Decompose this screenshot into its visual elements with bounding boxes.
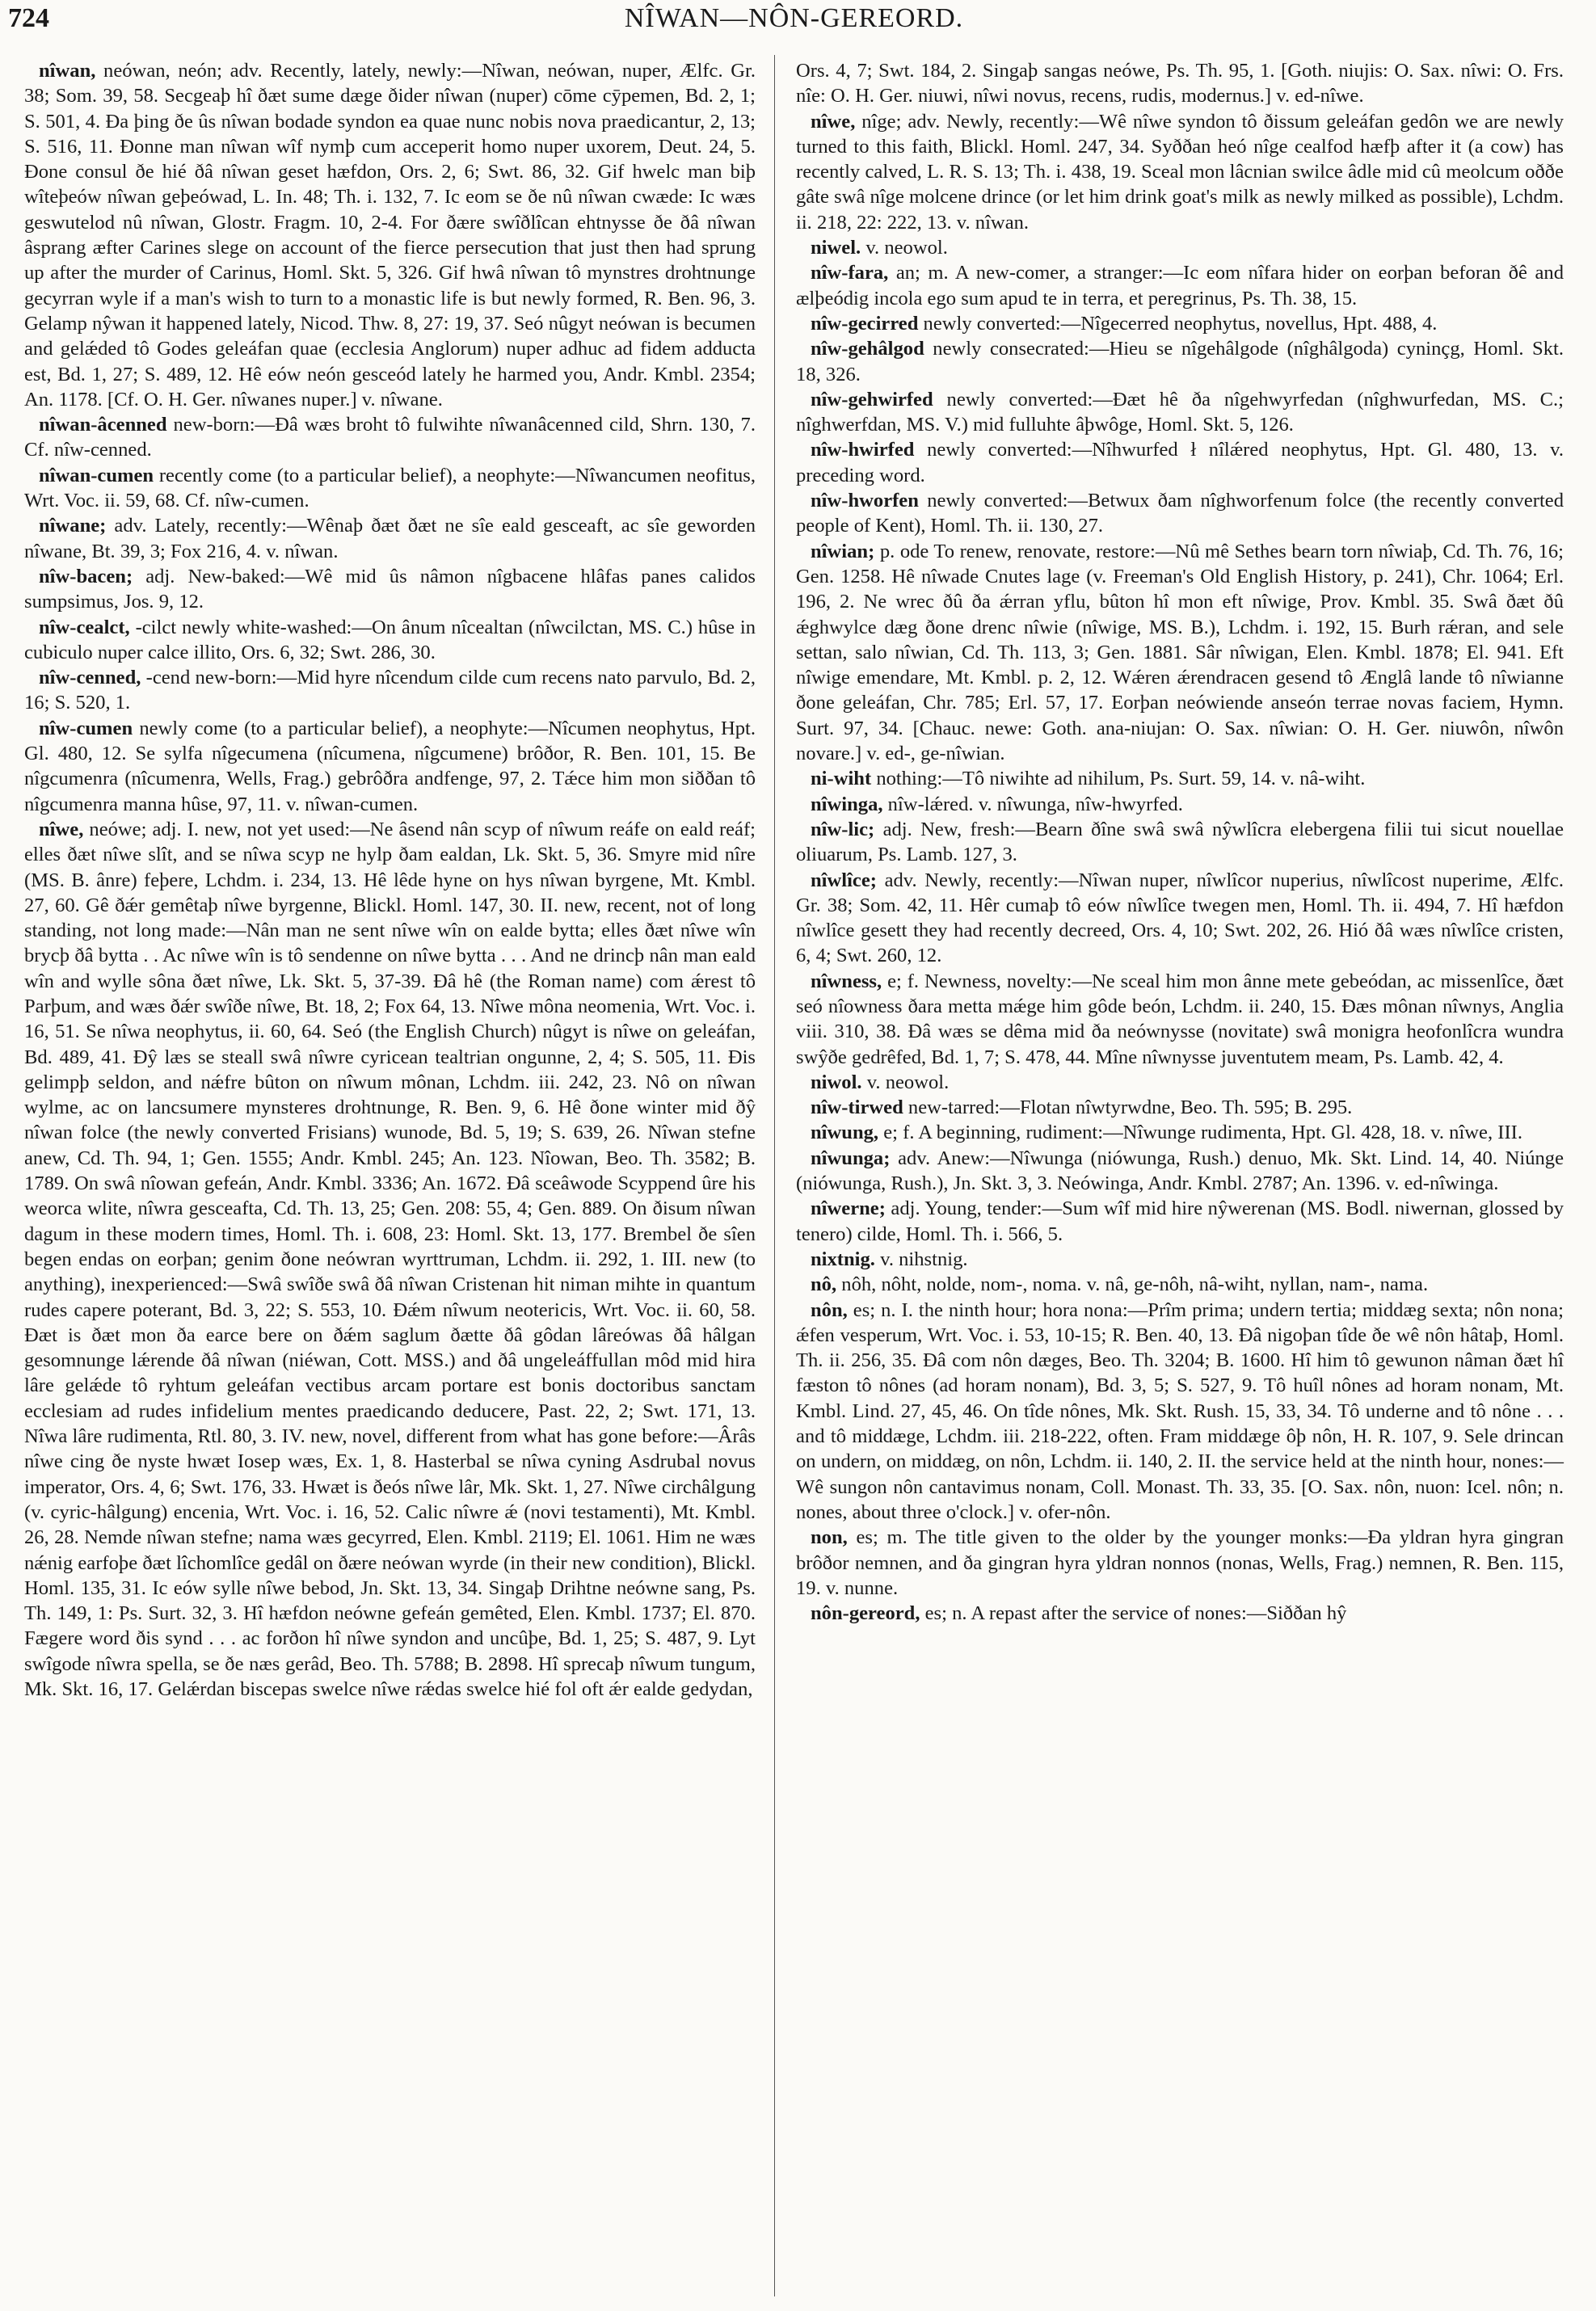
entry-definition: -cilct newly white-washed:—On ânum nîcealtan (nîwcilctan, MS. C.) hûse in cubiculo nuper calce illito, Ors. 6, 32; Swt. 286, 30. <box>24 616 756 663</box>
dictionary-entry <box>24 817 756 1702</box>
entry-definition: Ors. 4, 7; Swt. 184, 2. Singaþ sangas neówe, Ps. Th. 95, 1. [Goth. niujis: O. Sax. nîwi: O. Frs. nîe: O. H. Ger. niuwi, nîwi novus, recens, rudis, modernus.] v. ed-nîwe. <box>796 60 1564 107</box>
entry-definition: newly converted:—Betwux ðam nîghworfenum folce (the recently converted people of Kent), Homl. Th. ii. 130, 27. <box>796 490 1564 537</box>
dictionary-entry <box>24 716 756 817</box>
dictionary-entry <box>24 412 756 463</box>
entry-definition: new-born:—Ðâ wæs broht tô fulwihte nîwanâcenned cild, Shrn. 130, 7. Cf. nîw-cenned. <box>24 414 756 461</box>
entry-headword: nô, <box>811 1273 837 1296</box>
dictionary-entry <box>796 1120 1564 1145</box>
entry-headword: nîwinga, <box>811 793 883 815</box>
dictionary-entry <box>796 817 1564 868</box>
entry-headword: nîwian; <box>811 540 875 562</box>
running-title: NÎWAN—NÔN-GEREORD. <box>624 3 964 33</box>
entry-definition: e; f. A beginning, rudiment:—Nîwunge rudimenta, Hpt. Gl. 428, 18. v. nîwe, III. <box>878 1122 1522 1144</box>
entry-headword: nîw-lic; <box>811 818 875 840</box>
left-column <box>24 58 756 1702</box>
entry-definition: p. ode To renew, renovate, restore:—Nû mê Sethes bearn torn nîwiaþ, Cd. Th. 76, 16; Gen. 1258. Hê nîwade Cnutes lage (v. Freeman's Old English History, p. 241), Chr. 1064; Erl. 196, 2. Ne wrec ðû ða ǽrran yflu, bûton hî mon eft nîwige, Prov. Kmbl. 35. Swâ ðæt ðû ǽghwylce dæg ðone drenc nîwie (nîwige, MS. B.), Lchdm. i. 192, 15. Burh rǽran, and sele settan, salo nîwian, Cd. Th. 113, 3; Gen. 1881. Sâr nîwigan, Elen. Kmbl. 1878; El. 941. Eft nîwige emendare, Mt. Kmbl. p. 2, 12. Wǽren ǽrendracen gesend tô Ænglâ lande tô nîwianne ðone geleáfan, Chr. 785; Erl. 57, 17. Eorþan neówiende anseón terrae novas faciem, Hymn. Surt. 97, 34. [Chauc. newe: Goth. ana-niujan: O. Sax. nîwian: O. H. Ger. niuwôn, nîwôn novare.] v. ed-, ge-nîwian. <box>796 540 1564 765</box>
entry-definition: adj. New, fresh:—Bearn ðîne swâ swâ nŷwlîcra elebergena filii tui sicut nouellae oliuarum, Ps. Lamb. 127, 3. <box>796 818 1564 866</box>
entry-definition: nîw-lǽred. v. nîwunga, nîw-hwyrfed. <box>882 793 1183 815</box>
dictionary-entry <box>796 539 1564 767</box>
entry-definition: es; m. The title given to the older by the younger monks:—Ða yldran hyra gingran brôðor nemnen, and ða gingran hyra yldran nonnos (nonas, Wells, Frag.) nemnen, R. Ben. 115, 19. v. nunne. <box>796 1526 1564 1599</box>
entry-headword: nîwe, <box>811 110 856 133</box>
entry-definition: newly consecrated:—Hieu se nîgehâlgode (nîghâlgoda) cyninçg, Homl. Skt. 18, 326. <box>796 338 1564 385</box>
entry-headword: nîw-tirwed <box>811 1097 903 1119</box>
entry-headword: nîwung, <box>811 1122 879 1144</box>
entry-definition: nothing:—Tô niwihte ad nihilum, Ps. Surt. 59, 14. v. nâ-wiht. <box>871 768 1366 790</box>
dictionary-entry <box>796 488 1564 539</box>
dictionary-entry <box>24 615 756 666</box>
entry-headword: nîw-bacen; <box>39 565 133 587</box>
entry-definition: adj. New-baked:—Wê mid ûs nâmon nîgbacene hlâfas panes calidos sumpsimus, Jos. 9, 12. <box>24 565 756 613</box>
entry-definition: adv. Newly, recently:—Nîwan nuper, nîwlîcor nuperius, nîwlîcost nuperime, Ælfc. Gr. 38; Som. 42, 11. Hêr cumaþ tô eów nîwlîce twegen men, Homl. Th. ii. 494, 7. Hî hæfdon nîwlîce gesett they had recently decreed, Ors. 4, 10; Swt. 202, 26. Hió ðâ wæs nîwlîce cristen, 6, 4; Swt. 260, 12. <box>796 869 1564 967</box>
entry-definition: -cend new-born:—Mid hyre nîcendum cilde cum recens nato parvulo, Bd. 2, 16; S. 520, 1. <box>24 667 756 714</box>
entry-definition: neówe; adj. I. new, not yet used:—Ne âsend nân scyp of nîwum reáfe on eald reáf; elles ðæt nîwe slît, and se nîwa scyp ne hylp ðam ealdan, Lk. Skt. 5, 36. Smyre mid nîre (MS. B. ânre) feþere, Lchdm. i. 234, 13. Hê lêde hyne on hys nîwan byrgene, Mt. Kmbl. 27, 60. Gê ðǽr gemêtaþ nîwe byrgenne, Blickl. Homl. 147, 30. II. new, recent, not of long standing, not long made:—Nân man ne sent nîwe wîn on ealde bytta; elles ðæt nîwe wîn brycþ ðâ bytta . . Ac nîwe wîn is tô sendenne on nîwe bytta . . . And ne drincþ nân man eald wîn and wylle sôna ðæt nîwe, Lk. Skt. 5, 37-39. Ðâ hê (the Roman name) com ǽrest tô Parþum, and wæs ðǽr swîðe nîwe, Bt. 18, 2; Fox 64, 13. Nîwe môna neomenia, Wrt. Voc. i. 16, 51. Se nîwa neophytus, ii. 60, 64. Seó (the English Church) nûgyt is nîwe on geleáfan, Bd. 489, 41. Ðŷ læs se steall swâ nîwre cyricean tealtrian ongunne, 2, 4; S. 505, 11. Ðis gelimpþ seldon, and nǽfre bûton on nîwum mônan, Lchdm. iii. 242, 23. Nô on nîwan wylme, ac on lancsumere mynsteres drohtnunge, R. Ben. 9, 6. Hê ðone winter mid ðŷ nîwan folce (the newly converted Frisians) wunode, Bd. 5, 19; S. 639, 26. Nîwan stefne anew, Cd. Th. 94, 1; Gen. 1555; Andr. Kmbl. 245; An. 123. Nîowan, Beo. Th. 3582; B. 1789. On swâ nîowan gefeán, Andr. Kmbl. 3336; An. 1672. Ðâ sceâwode Scyppend ûre his weorca wlite, nîwra gesceafta, Cd. Th. 13, 25; Gen. 208: 55, 4; Gen. 889. On ðisum nîwan dagum in these modern times, Homl. Th. i. 608, 23: Homl. Skt. 13, 177. Brembel ðe sîen begen endas on eorþan; genim ðone neówran wyrttruman, Lchdm. ii. 292, 1. III. new (to anything), inexperienced:—Swâ swîðe swâ ðâ nîwan Cristenan hit niman mihte in quantum rudes capere poterant, Bd. 3, 22; S. 553, 10. Ðǽm nîwum neotericis, Wrt. Voc. ii. 60, 58. Ðæt is ðæt mon ða earce bere on ðǽm saglum ðætte ðâ gôdan lâreówas ðâ hâlgan gesomnunge lǽrende ðâ nîwan (niéwan, Cott. MSS.) and ðâ ungeleáffullan môd mid hira lâre gelǽde tô ryhtum geleáfan vectibus arcam portare est bonis doctoribus sanctam ecclesiam ad rudes infidelium mentes praedicando deducere, Past. 22, 2; Swt. 171, 13. Nîwa lâre rudimenta, Rtl. 80, 3. IV. new, novel, different from what has gone before:—Ârâs nîwe cing ðe nyste hwæt Iosep wæs, Ex. 1, 8. Hasterbal se nîwa cyning Asdrubal novus imperator, Ors. 4, 6; Swt. 176, 33. Hwæt is ðeós nîwe lâr, Mk. Skt. 1, 27. Nîwe circhâlgung (v. cyric-hâlgung) encenia, Wrt. Voc. i. 16, 52. Calic nîwre ǽ (novi testamenti), Mt. Kmbl. 26, 28. Nemde nîwan stefne; nama wæs gecyrred, Elen. Kmbl. 2119; El. 1061. Him ne wæs nǽnig earfoþe ðæt lîchomlîce gedâl on ðære neówan wyrde (in their new condition), Blickl. Homl. 135, 31. Ic eów sylle nîwe bebod, Jn. Skt. 13, 34. Singaþ Drihtne neówne sang, Ps. Th. 149, 1: Ps. Surt. 32, 3. Hî hæfdon neówne gefeán gemêted, Elen. Kmbl. 1737; El. 870. Fægere word ðis synd . . . ac forðon hî nîwe syndon and uncûþe, Bd. 1, 25; S. 487, 9. Lyt swîgode nîwra spella, se ðe næs gerâd, Beo. Th. 5788; B. 2898. Hî sprecaþ nîwum tungum, Mk. Skt. 16, 17. Gelǽrdan biscepas swelce nîwe rǽdas swelce hié fol oft ǽr ealde gedydan, <box>24 818 756 1700</box>
dictionary-entry <box>796 1196 1564 1247</box>
dictionary-entry <box>796 437 1564 488</box>
entry-headword: nîwlîce; <box>811 869 877 891</box>
entry-headword: nîwan-âcenned <box>39 414 167 436</box>
entry-definition: adv. Lately, recently:—Wênaþ ðæt ðæt ne sîe eald gesceaft, ac sîe geworden nîwane, Bt. 39, 3; Fox 216, 4. v. nîwan. <box>24 515 756 562</box>
entry-headword: nîwane; <box>39 515 107 537</box>
dictionary-entry <box>24 463 756 514</box>
dictionary-entry <box>796 260 1564 311</box>
entry-definition: new-tarred:—Flotan nîwtyrwdne, Beo. Th. 595; B. 295. <box>903 1097 1353 1119</box>
entry-headword: nôn, <box>811 1299 848 1321</box>
entry-headword: nîw-hworfen <box>811 490 919 512</box>
entry-headword: nîwan, <box>39 60 96 82</box>
entry-definition: nîge; adv. Newly, recently:—Wê nîwe syndon tô ðissum geleáfan gedôn we are newly turned to this faith, Blickl. Homl. 247, 34. Syððan heó nîge cealfod hæfþ after it (a cow) has recently calved, L. R. S. 13; Th. i. 438, 19. Sceal mon lâcnian swilce âdle mid cû meolcum oððe gâte swâ nîge molcene drince (or let him drink goat's milk as newly milked as possible), Lchdm. ii. 218, 22: 222, 13. v. nîwan. <box>796 110 1564 234</box>
dictionary-entry <box>796 792 1564 817</box>
entry-definition: e; f. Newness, novelty:—Ne sceal him mon ânne mete gebeódan, ac missenlîce, ðæt seó nîowness ðara metta mǽge him gôde beón, Lchdm. ii. 240, 15. Ðæs mônan nîwnys, Anglia viii. 310, 38. Ðâ wæs se dêma mid ða neównysse (novitate) swâ monigra heofonlîcra wundra swŷðe gedrêfed, Bd. 1, 7; S. 478, 44. Mîne nîwnysse juventutem meam, Ps. Lamb. 42, 4. <box>796 970 1564 1068</box>
entry-definition: adj. Young, tender:—Sum wîf mid hire nŷwerenan (MS. Bodl. niwernan, glossed by tenero) cilde, Homl. Th. i. 566, 5. <box>796 1198 1564 1245</box>
entry-definition: neówan, neón; adv. Recently, lately, newly:—Nîwan, neówan, nuper, Ælfc. Gr. 38; Som. 39, 58. Secgeaþ hî ðæt sume dæge ðider nîwan (nuper) cōme cȳpemen, Bd. 2, 1; S. 501, 4. Ða þing ðe ûs nîwan bodade syndon ea quae nunc nobis nova praedicantur, 2, 13; S. 516, 11. Ðonne man nîwan wîf nymþ cum acceperit homo nuper uxorem, Deut. 24, 5. Ðone consul ðe hié ðâ nîwan geset hæfdon, Ors. 2, 6; Swt. 86, 32. Gif hwelc man biþ wîteþeów nîwan geþeówad, L. In. 48; Th. i. 132, 7. Ic eom se ðe nû nîwan cwæde: Ic wæs geswutelod nû nîwan, Glostr. Fragm. 10, 2-4. For ðære swîðlîcan ehtnysse ðe ðâ nîwan âsprang æfter Carines slege on account of the fierce persecution that just then had sprung up after the murder of Carinus, Homl. Skt. 5, 326. Gif hwâ nîwan tô mynstres drohtnunge gecyrran wyle if a man's wish to turn to a monastic life is but newly formed, R. Ben. 96, 3. Gelamp nŷwan it happened lately, Nicod. Thw. 8, 27: 19, 37. Seó nûgyt neówan is becumen and gelǽded tô Godes geleáfan quae (ecclesia Anglorum) nuper adhuc ad fidem adducta est, Bd. 1, 27; S. 489, 12. Hê eów neón gesceód lately he harmed you, Andr. Kmbl. 2354; An. 1178. [Cf. O. H. Ger. nîwanes nuper.] v. nîwane. <box>24 60 756 410</box>
entry-headword: nîw-cealct, <box>39 616 130 638</box>
entry-definition: newly converted:—Nîgecerred neophytus, novellus, Hpt. 488, 4. <box>918 312 1438 335</box>
dictionary-entry <box>796 1601 1564 1626</box>
dictionary-entry <box>796 235 1564 260</box>
dictionary-entry <box>796 868 1564 969</box>
entry-definition: nôh, nôht, nolde, nom-, noma. v. nâ, ge-nôh, nâ-wiht, nyllan, nam-, nama. <box>836 1273 1429 1296</box>
dictionary-entry <box>796 1247 1564 1272</box>
entry-headword: nîw-gehâlgod <box>811 338 924 360</box>
entry-definition: newly converted:—Nîhwurfed ł nîlǽred neophytus, Hpt. Gl. 480, 13. v. preceding word. <box>796 439 1564 486</box>
entry-headword: nîw-cumen <box>39 717 133 739</box>
dictionary-entry <box>24 564 756 615</box>
page-number: 724 <box>8 3 49 33</box>
entry-headword: nixtnig. <box>811 1248 875 1270</box>
entry-definition: es; n. I. the ninth hour; hora nona:—Prîm prima; undern tertia; middæg sexta; nôn nona; ǽfen vesperum, Wrt. Voc. i. 53, 10-15; R. Ben. 40, 13. Ðâ nigoþan tîde ðe wê nôn hâtaþ, Homl. Th. ii. 256, 35. Ðâ com nôn dæges, Beo. Th. 3204; B. 1600. Hî him tô gewunon nâman ðæt hî fæston tô nônes (ad horam nonam), Bd. 3, 5; S. 527, 9. Tô huîl nônes ad horam nonam, Mt. Kmbl. Lind. 27, 45, 46. On tîde nônes, Mk. Skt. Rush. 15, 33, 34. Tô underne and tô nône . . . and tô middæge, Lchdm. iii. 218-222, often. Fram middæge ôþ nôn, H. R. 107, 9. Sele drincan on undern, on middæg, on nôn, Lchdm. ii. 140, 2. II. the service held at the ninth hour, nones:—Wê sungon nôn cantavimus nonam, Coll. Monast. Th. 33, 35. [O. Sax. nôn, nuon: Icel. nôn; n. nones, about three o'clock.] v. ofer-nôn. <box>796 1299 1564 1523</box>
column-divider <box>774 55 775 2296</box>
entry-headword: nîw-gehwirfed <box>811 388 933 410</box>
entry-definition: newly come (to a particular belief), a neophyte:—Nîcumen neophytus, Hpt. Gl. 480, 12. Se sylfa nîgecumena (nîcumena, nîgcumene) brôðor, R. Ben. 101, 15. Be nîgcumenra (nîcumenra, Wells, Frag.) gebrôðra andfenge, 97, 2. Tǽce him mon siððan tô nîgcumenra manna hûse, 97, 11. v. nîwan-cumen. <box>24 717 756 815</box>
entry-headword: nîwunga; <box>811 1147 891 1169</box>
dictionary-entry <box>24 513 756 564</box>
entry-definition: an; m. A new-comer, a stranger:—Ic eom nîfara hider on eorþan beforan ðê and ælþeódig incola ego sum apud te in terra, et peregrinus, Ps. Th. 38, 15. <box>796 262 1564 309</box>
dictionary-entry <box>796 336 1564 387</box>
dictionary-entry <box>24 58 756 412</box>
dictionary-entry <box>796 1298 1564 1526</box>
entry-headword: nîw-fara, <box>811 262 889 284</box>
dictionary-entry <box>24 665 756 716</box>
entry-definition: v. nihstnig. <box>874 1248 968 1270</box>
entry-headword: nîw-gecirred <box>811 312 919 335</box>
dictionary-entry <box>796 766 1564 791</box>
entry-headword: nîwan-cumen <box>39 464 154 486</box>
dictionary-entry <box>796 109 1564 235</box>
entry-headword: nîwe, <box>39 818 84 840</box>
entry-headword: niwel. <box>811 237 861 259</box>
entry-definition: es; n. A repast after the service of nones:—Siððan hŷ <box>920 1602 1347 1625</box>
dictionary-entry <box>796 387 1564 438</box>
dictionary-entry <box>796 969 1564 1070</box>
entry-definition: v. neowol. <box>861 237 948 259</box>
entry-headword: nôn-gereord, <box>811 1602 920 1625</box>
entry-headword: non, <box>811 1526 848 1549</box>
entry-definition: recently come (to a particular belief), a neophyte:—Nîwancumen neofitus, Wrt. Voc. ii. 59, 68. Cf. nîw-cumen. <box>24 464 756 512</box>
dictionary-entry <box>796 311 1564 336</box>
dictionary-entry <box>796 1070 1564 1095</box>
dictionary-entry <box>796 1146 1564 1197</box>
dictionary-entry <box>796 1272 1564 1297</box>
right-column <box>796 58 1564 1626</box>
entry-headword: nîwness, <box>811 970 882 992</box>
entry-headword: nîw-cenned, <box>39 667 141 689</box>
entry-headword: nîwerne; <box>811 1198 886 1220</box>
dictionary-entry <box>796 1525 1564 1601</box>
entry-definition: adv. Anew:—Nîwunga (niówunga, Rush.) denuo, Mk. Skt. Lind. 14, 40. Niúnge (niówunga, Rush.), Jn. Skt. 3, 3. Neówinga, Andr. Kmbl. 2787; An. 1396. v. ed-nîwinga. <box>796 1147 1564 1195</box>
entry-headword: ni-wiht <box>811 768 872 790</box>
page-header <box>8 3 1580 44</box>
entry-headword: nîw-hwirfed <box>811 439 915 461</box>
entry-definition: newly converted:—Ðæt hê ða nîgehwyrfedan (nîghwurfedan, MS. C.; nîghwerfdan, MS. V.) mid fulluhte âþwôge, Homl. Skt. 5, 126. <box>796 388 1564 436</box>
entry-headword: niwol. <box>811 1071 862 1093</box>
entry-definition: v. neowol. <box>861 1071 950 1093</box>
dictionary-entry <box>796 58 1564 109</box>
dictionary-entry <box>796 1095 1564 1120</box>
